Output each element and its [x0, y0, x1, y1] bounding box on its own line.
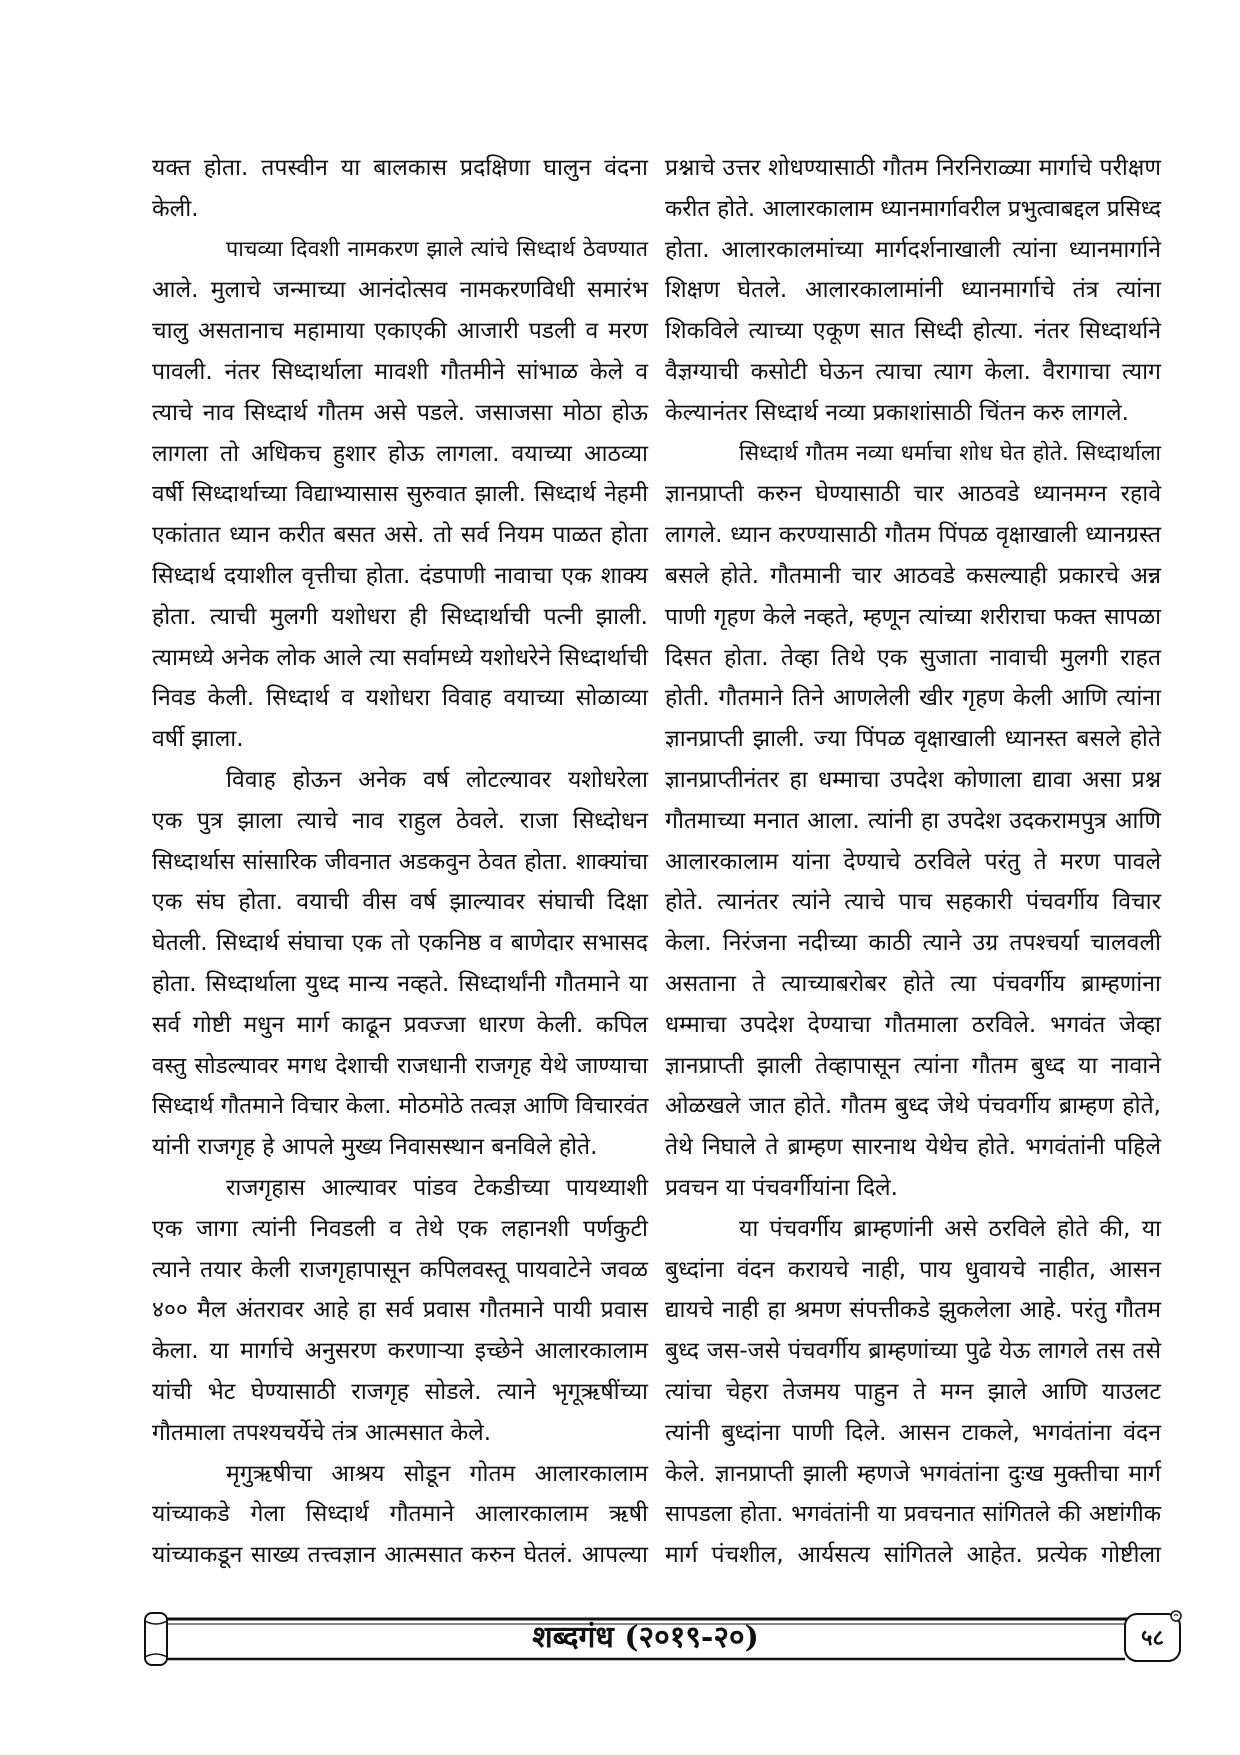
text-line: होती. गौतमाने तिने आणलेली खीर गृहण केली आणि त्यांना — [665, 685, 1161, 712]
text-line: होता. त्याची मुलगी यशोधरा ही सिध्दार्थाची पत्नी झाली. — [152, 603, 648, 630]
text-line: पाणी गृहण केले नव्हते, म्हणून त्यांच्या शरीराचा फक्त सापळा — [665, 603, 1161, 630]
text-line: केला. या मार्गाचे अनुसरण करणाऱ्या इच्छेने आलारकालाम — [152, 1338, 648, 1365]
text-line: सिध्दार्थ दयाशील वृत्तीचा होता. दंडपाणी नावाचा एक शाक्य — [152, 562, 648, 589]
text-line: विवाह होऊन अनेक वर्ष लोटल्यावर यशोधरेला — [226, 766, 648, 793]
text-line: शिकविले त्याच्या एकूण सात सिध्दी होत्या. नंतर सिध्दार्थाने — [665, 318, 1161, 345]
text-line: यांनी राजगृह हे आपले मुख्य निवासस्थान बनविले होते. — [152, 1134, 598, 1161]
text-line: सिध्दार्थ गौतम नव्या धर्माचा शोध घेत होते. सिध्दार्थाला — [739, 440, 1161, 466]
text-line: मृगुऋषीचा आश्रय सोडून गोतम आलारकालाम — [226, 1460, 648, 1487]
text-line: प्रवचन या पंचवर्गीयांना दिले. — [665, 1174, 898, 1201]
text-line: यांची भेट घेण्यासाठी राजगृह सोडले. त्याने भृगूऋषींच्या — [152, 1378, 648, 1405]
text-line: प्रश्नाचे उत्तर शोधण्यासाठी गौतम निरनिराळ्या मार्गाचे परीक्षण — [665, 155, 1161, 181]
paragraph — [152, 148, 648, 230]
text-line: एक संघ होता. वयाची वीस वर्ष झाल्यावर संघाची दिक्षा — [152, 889, 648, 916]
text-line: त्यांनी बुध्दांना पाणी दिले. आसन टाकले, भगवंतांना वंदन — [665, 1419, 1161, 1446]
text-line: वस्तु सोडल्यावर मगध देशाची राजधानी राजगृह येथे जाण्याचा — [152, 1052, 648, 1079]
text-line: होते. त्यानंतर त्यांने त्याचे पाच सहकारी पंचवर्गीय विचार — [665, 889, 1161, 916]
text-line: केल्यानंतर सिध्दार्थ नव्या प्रकाशांसाठी चिंतन करु लागले. — [665, 399, 1129, 426]
paragraph — [152, 1168, 648, 1454]
text-line: पावली. नंतर सिध्दार्थाला मावशी गौतमीने सांभाळ केले व — [152, 358, 648, 385]
paragraph — [152, 1454, 648, 1576]
text-line: गौतमाला तपश्यचर्येचे तंत्र आत्मसात केले. — [152, 1419, 492, 1446]
text-line: धम्माचा उपदेश देण्याचा गौतमाला ठरविले. भगवंत जेव्हा — [665, 1011, 1161, 1038]
publication-title: शब्दगंध (२०१९-२०) — [532, 1620, 759, 1655]
text-line: द्यायचे नाही हा श्रमण संपत्तीकडे झुकलेला आहे. परंतु गौतम — [665, 1297, 1161, 1324]
text-line: सिध्दार्थ गौतमाने विचार केला. मोठमोठे तत्वज्ञ आणि विचारवंत — [152, 1093, 649, 1120]
text-line: ओळखले जात होते. गौतम बुध्द जेथे पंचवर्गीय ब्राम्हण होते, — [665, 1093, 1161, 1120]
text-line: लागले. ध्यान करण्यासाठी गौतम पिंपळ वृक्षाखाली ध्यानग्रस्त — [665, 522, 1161, 549]
text-line: यांच्याकडे गेला सिध्दार्थ गौतमाने आलारकालाम ऋषी — [152, 1501, 648, 1528]
paragraph — [665, 148, 1161, 434]
text-line: केले. ज्ञानप्राप्ती झाली म्हणजे भगवंतांना दुःख मुक्तीचा मार्ग — [665, 1460, 1161, 1487]
text-line: निवड केली. सिध्दार्थ व यशोधरा विवाह वयाच्या सोळाव्या — [152, 685, 648, 712]
paragraph — [152, 230, 648, 760]
text-line: त्याने तयार केली राजगृहापासून कपिलवस्तू पायवाटेने जवळ — [152, 1256, 648, 1283]
text-line: ज्ञानप्राप्ती करुन घेण्यासाठी चार आठवडे ध्यानमग्न रहावे — [665, 481, 1161, 508]
text-line: सापडला होता. भगवंतांनी या प्रवचनात सांगितले की अष्टांगीक — [665, 1501, 1161, 1528]
paragraph — [665, 1209, 1161, 1576]
text-line: त्यांचा चेहरा तेजमय पाहुन ते मग्न झाले आणि याउलट — [665, 1378, 1161, 1405]
text-line: बुध्द जस-जसे पंचवर्गीय ब्राम्हणांच्या पुढे येऊ लागले तस तसे — [665, 1338, 1161, 1365]
paragraph — [152, 760, 648, 1168]
text-line: एक जागा त्यांनी निवडली व तेथे एक लहानशी पर्णकुटी — [152, 1215, 648, 1242]
text-line: केली. — [152, 195, 199, 222]
text-line: करीत होते. आलारकालाम ध्यानमार्गावरील प्रभुत्वाबद्दल प्रसिध्द — [665, 195, 1162, 222]
text-line: सर्व गोष्टी मधुन मार्ग काढून प्रवज्जा धारण केली. कपिल — [152, 1011, 648, 1038]
text-line: वैज्ञग्याची कसोटी घेऊन त्याचा त्याग केला. वैरागाचा त्याग — [665, 358, 1161, 385]
text-line: गौतमाच्या मनात आला. त्यांनी हा उपदेश उदकरामपुत्र आणि — [665, 807, 1161, 834]
text-line: शिक्षण घेतले. आलारकालामांनी ध्यानमार्गाचे तंत्र त्यांना — [665, 277, 1161, 304]
footer-banner — [138, 1605, 1190, 1673]
text-line: आले. मुलाचे जन्माच्या आनंदोत्सव नामकरणविधी समारंभ — [152, 277, 648, 304]
text-line: यांच्याकडून साख्य तत्त्वज्ञान आत्मसात करुन घेतलं. आपल्या — [152, 1542, 648, 1569]
text-line: राजगृहास आल्यावर पांडव टेकडीच्या पायथ्याशी — [226, 1174, 648, 1201]
text-line: त्याचे नाव सिध्दार्थ गौतम असे पडले. जसाजसा मोठा होऊ — [152, 399, 648, 426]
text-line: त्यामध्ये अनेक लोक आले त्या सर्वामध्ये यशोधरेने सिध्दार्थाची — [152, 644, 648, 671]
text-line: लागला तो अधिकच हुशार होऊ लागला. वयाच्या आठव्या — [152, 440, 648, 467]
text-line: मार्ग पंचशील, आर्यसत्य सांगितले आहेत. प्रत्येक गोष्टीला — [665, 1542, 1161, 1569]
text-line: यक्त होता. तपस्वीन या बालकास प्रदक्षिणा घालुन वंदना — [152, 155, 648, 181]
page-number: ५८ — [1141, 1625, 1164, 1651]
text-line: दिसत होता. तेव्हा तिथे एक सुजाता नावाची मुलगी राहत — [665, 644, 1161, 671]
text-line: घेतली. सिध्दार्थ संघाचा एक तो एकनिष्ठ व बाणेदार सभासद — [152, 930, 648, 957]
text-line: पाचव्या दिवशी नामकरण झाले त्यांचे सिध्दार्थ ठेवण्यात — [226, 236, 648, 262]
text-line: केला. निरंजना नदीच्या काठी त्याने उग्र तपश्चर्या चालवली — [665, 930, 1161, 957]
text-line: वर्षी झाला. — [152, 726, 244, 753]
text-line: तेथे निघाले ते ब्राम्हण सारनाथ येथेच होते. भगवंतांनी पहिले — [665, 1134, 1161, 1161]
text-line: ज्ञानप्राप्तीनंतर हा धम्माचा उपदेश कोणाला द्यावा असा प्रश्न — [665, 766, 1161, 793]
text-line: ज्ञानप्राप्ती झाली तेव्हापासून त्यांना गौतम बुध्द या नावाने — [665, 1052, 1161, 1079]
text-line: बुध्दांना वंदन करायचे नाही, पाय धुवायचे नाहीत, आसन — [665, 1256, 1161, 1283]
text-line: सिध्दार्थास सांसारिक जीवनात अडकवुन ठेवत होता. शाक्यांचा — [152, 848, 648, 875]
text-line: आलारकालाम यांना देण्याचे ठरविले परंतु ते मरण पावले — [665, 848, 1161, 875]
right-column — [665, 148, 1161, 1576]
text-line: एकांतात ध्यान करीत बसत असे. तो सर्व नियम पाळत होता — [152, 522, 648, 549]
text-line: असताना ते त्याच्याबरोबर होते त्या पंचवर्गीय ब्राम्हणांना — [665, 970, 1161, 997]
text-line: चालु असतानाच महामाया एकाएकी आजारी पडली व मरण — [152, 318, 648, 345]
text-line: होता. सिध्दार्थाला युध्द मान्य नव्हते. सिध्दार्थांनी गौतमाने या — [152, 970, 648, 997]
left-column — [152, 148, 648, 1576]
text-line: बसले होते. गौतमानी चार आठवडे कसल्याही प्रकारचे अन्न — [665, 562, 1161, 589]
text-line: होता. आलारकालमांच्या मार्गदर्शनाखाली त्यांना ध्यानमार्गाने — [665, 236, 1161, 263]
text-line: ज्ञानप्राप्ती झाली. ज्या पिंपळ वृक्षाखाली ध्यानस्त बसले होते — [665, 726, 1161, 753]
text-line: ४०० मैल अंतरावर आहे हा सर्व प्रवास गौतमाने पायी प्रवास — [152, 1297, 648, 1324]
text-line: या पंचवर्गीय ब्राम्हणांनी असे ठरविले होते की, या — [739, 1215, 1161, 1242]
text-line: वर्षी सिध्दार्थाच्या विद्याभ्यासास सुरुवात झाली. सिध्दार्थ नेहमी — [152, 481, 648, 508]
text-line: एक पुत्र झाला त्याचे नाव राहुल ठेवले. राजा सिध्दोधन — [152, 807, 648, 834]
paragraph — [665, 434, 1161, 1209]
